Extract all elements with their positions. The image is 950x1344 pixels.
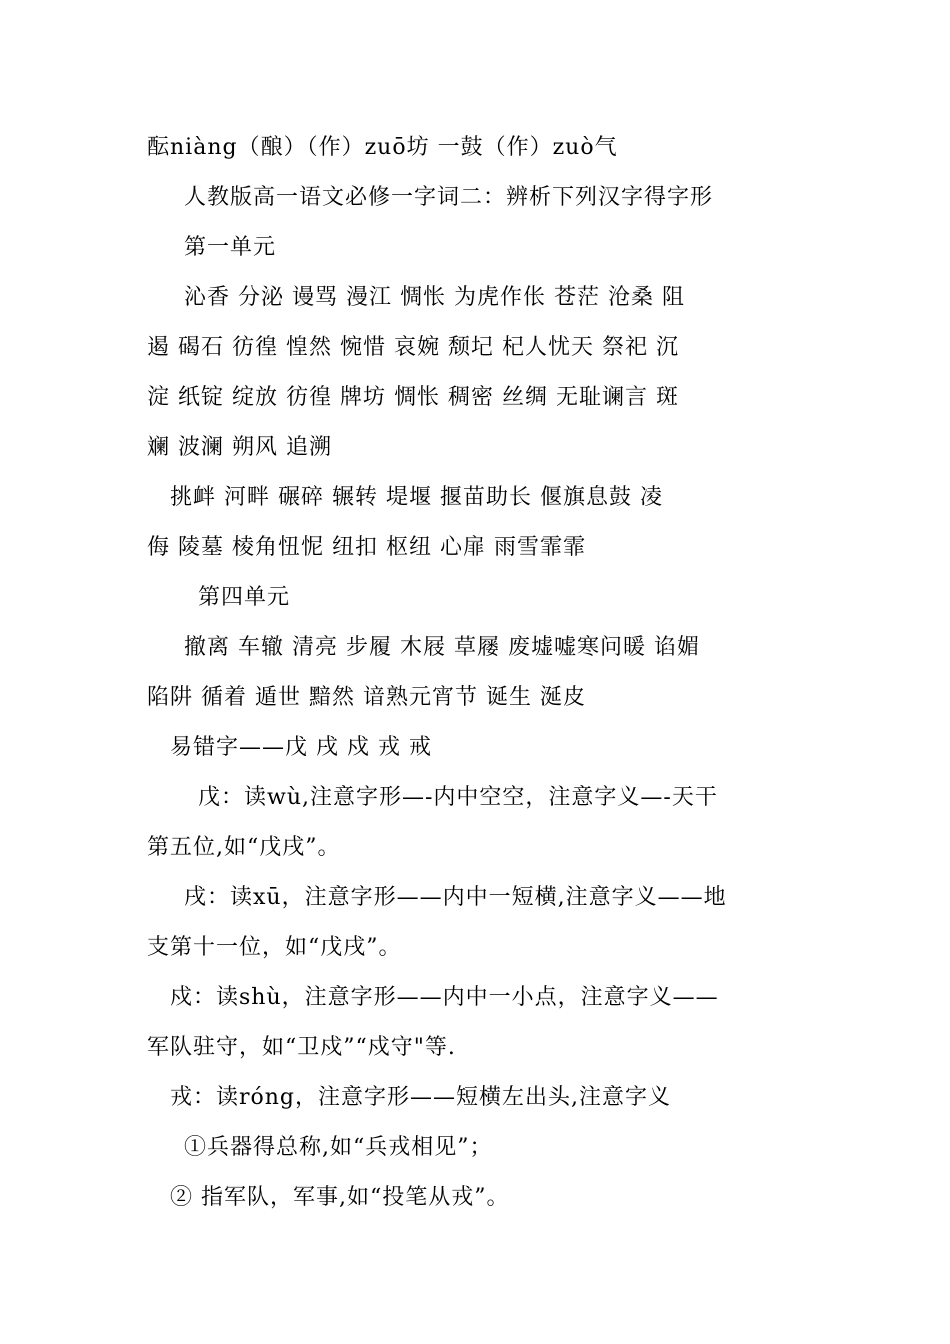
explanation-line: 戊：读wù,注意字形—-内中空空，注意字义—-天干 (198, 785, 718, 810)
word-line: 斓 波澜 朔风 追溯 (147, 435, 332, 460)
word-line: 遏 碣石 彷徨 惶然 惋惜 哀婉 颓圮 杞人忧天 祭祀 沉 (147, 335, 679, 360)
explanation-line: 戌：读xū，注意字形——内中一短横,注意字义——地 (184, 885, 727, 910)
word-line: 撤离 车辙 清亮 步履 木屐 草屦 废墟嘘寒问暖 谄媚 (184, 635, 700, 660)
unit-heading-1: 第一单元 (184, 235, 277, 260)
word-line: 淀 纸锭 绽放 彷徨 牌坊 惆怅 稠密 丝绸 无耻谰言 斑 (147, 385, 679, 410)
explanation-line: 第五位,如“戊戌”。 (147, 835, 341, 860)
word-line: 沁香 分泌 谩骂 漫江 惆怅 为虎作伥 苍茫 沧桑 阻 (184, 285, 685, 310)
unit-heading-4: 第四单元 (198, 585, 291, 610)
word-line: 挑衅 河畔 碾碎 辗转 堤堰 揠苗助长 偃旗息鼓 凌 (170, 485, 663, 510)
pinyin-line: 酝niàng（酿）（作）zuō坊 一鼓（作）zuò气 (147, 135, 618, 160)
word-line: 陷阱 循着 遁世 黯然 谙熟元宵节 诞生 涎皮 (147, 685, 586, 710)
explanation-line: 戎：读róng，注意字形——短横左出头,注意字义 (170, 1085, 672, 1110)
list-item: ①兵器得总称,如“兵戎相见”； (184, 1135, 493, 1160)
confusing-characters-heading: 易错字——戊 戌 戍 戎 戒 (170, 735, 432, 760)
document-title: 人教版高一语文必修一字词二：辨析下列汉字得字形 (184, 185, 714, 210)
word-line: 侮 陵墓 棱角忸怩 纽扣 枢纽 心扉 雨雪霏霏 (147, 535, 586, 560)
explanation-line: 支第十一位，如“戊戌”。 (147, 935, 402, 960)
list-item: ② 指军队，军事,如“投笔从戎”。 (170, 1185, 510, 1210)
explanation-line: 军队驻守，如“卫戍”“戍守"等. (147, 1035, 456, 1060)
explanation-line: 戍：读shù，注意字形——内中一小点，注意字义—— (170, 985, 719, 1010)
